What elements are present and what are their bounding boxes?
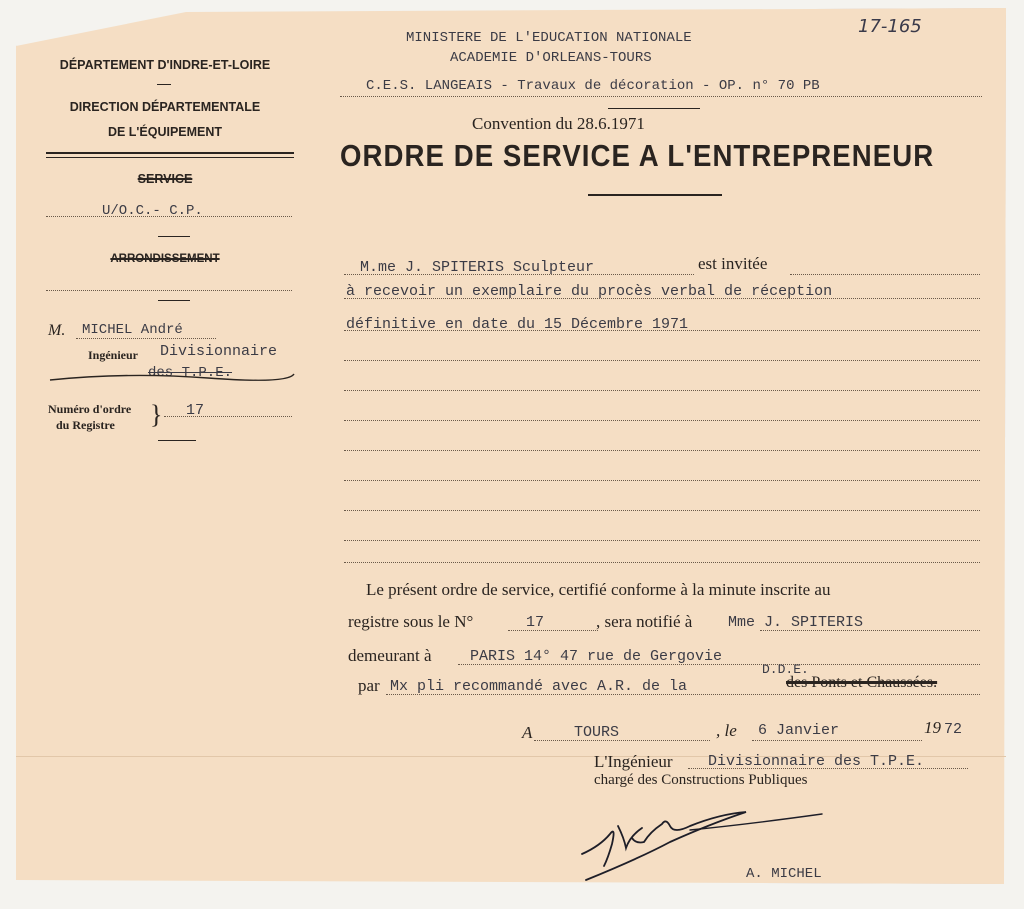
convention: Convention du 28.6.1971 xyxy=(472,114,645,133)
project-line: C.E.S. LANGEAIS - Travaux de décoration - OP. n° 70 PB xyxy=(366,78,820,94)
numero-label-2: du Registre xyxy=(56,418,115,432)
divider xyxy=(158,236,190,237)
direction-line-2: DE L'ÉQUIPEMENT xyxy=(107,125,223,139)
service-label: SERVICE xyxy=(137,172,193,186)
dotted-line xyxy=(458,664,980,665)
dotted-line xyxy=(344,562,980,563)
body-line-2: à recevoir un exemplaire du procès verbal de réception xyxy=(346,283,833,300)
divider xyxy=(157,84,171,85)
dotted-line xyxy=(386,694,980,695)
ingenieur-label: Ingénieur xyxy=(88,348,139,362)
dotted-line xyxy=(344,540,980,541)
a-label: A xyxy=(522,723,533,742)
year-prefix: 19 xyxy=(924,718,941,737)
dotted-line xyxy=(344,360,980,361)
notifie-prefix: , sera notifié à xyxy=(596,612,693,631)
dde-abbrev: D.D.E. xyxy=(762,662,809,677)
notifie-value: Mme J. SPITERIS xyxy=(728,614,864,631)
academy: ACADEMIE D'ORLEANS-TOURS xyxy=(450,50,652,66)
dotted-line xyxy=(344,450,980,451)
body-line-3: définitive en date du 15 Décembre 1971 xyxy=(346,316,689,333)
divider xyxy=(46,152,294,154)
brace-icon: } xyxy=(150,400,163,429)
divider xyxy=(588,194,722,196)
dotted-line xyxy=(344,510,980,511)
dotted-line xyxy=(46,290,292,291)
dotted-line xyxy=(760,630,980,631)
dotted-line xyxy=(344,480,980,481)
divider xyxy=(158,300,190,301)
struck-text: des Ponts et Chaussées. xyxy=(786,674,938,691)
dotted-line xyxy=(508,630,598,631)
demeurant-value: PARIS 14° 47 rue de Gergovie xyxy=(470,648,723,665)
dotted-line xyxy=(76,338,216,339)
par-value: Mx pli recommandé avec A.R. de la xyxy=(390,678,688,695)
dotted-line xyxy=(344,274,694,275)
ingenieur-prefix: L'Ingénieur xyxy=(594,752,673,771)
divider xyxy=(608,108,700,109)
department-heading: DÉPARTEMENT D'INDRE-ET-LOIRE xyxy=(59,58,271,72)
numero-label-1: Numéro d'ordre xyxy=(48,402,132,416)
mr-prefix: M. xyxy=(48,322,66,339)
service-value: U/O.C.- C.P. xyxy=(102,203,203,219)
signer-name: A. MICHEL xyxy=(746,866,822,882)
dotted-line xyxy=(688,768,968,769)
date: 6 Janvier xyxy=(758,722,840,739)
invite-suffix: est invitée xyxy=(698,254,768,273)
ingenieur-value-2: des T.P.E. xyxy=(148,365,233,381)
dotted-line xyxy=(340,96,982,97)
notice-line-1: Le présent ordre de service, certifié conforme à la minute inscrite au xyxy=(366,580,831,599)
recipient-typed: M.me J. SPITERIS Sculpteur xyxy=(360,259,595,276)
dotted-line xyxy=(344,298,980,299)
dotted-line xyxy=(752,740,922,741)
ministry: MINISTERE DE L'EDUCATION NATIONALE xyxy=(406,30,692,46)
registre-prefix: registre sous le N° xyxy=(348,612,474,631)
ingenieur-value-1: Divisionnaire xyxy=(160,343,278,360)
dotted-line xyxy=(344,390,980,391)
divider xyxy=(158,440,196,441)
year-suffix: 72 xyxy=(944,721,963,738)
reference-number: 17-165 xyxy=(858,16,922,37)
le-label: , le xyxy=(716,721,737,740)
mr-name: MICHEL André xyxy=(82,322,183,338)
dotted-line xyxy=(164,416,292,417)
ingenieur-value: Divisionnaire des T.P.E. xyxy=(708,753,925,770)
divider xyxy=(46,157,294,158)
demeurant-prefix: demeurant à xyxy=(348,646,432,665)
document-title: ORDRE DE SERVICE A L'ENTREPRENEUR xyxy=(340,138,935,173)
par-prefix: par xyxy=(358,676,380,695)
arrondissement-label: ARRONDISSEMENT xyxy=(110,253,220,265)
direction-line-1: DIRECTION DÉPARTEMENTALE xyxy=(69,100,261,114)
flourish-line xyxy=(48,368,298,384)
dotted-line xyxy=(790,274,980,275)
charge-line: chargé des Constructions Publiques xyxy=(594,772,808,788)
dotted-line xyxy=(344,420,980,421)
dotted-line xyxy=(344,330,980,331)
numero-value: 17 xyxy=(186,402,205,419)
registre-value: 17 xyxy=(526,614,545,631)
dotted-line xyxy=(534,740,710,741)
place: TOURS xyxy=(574,724,620,741)
